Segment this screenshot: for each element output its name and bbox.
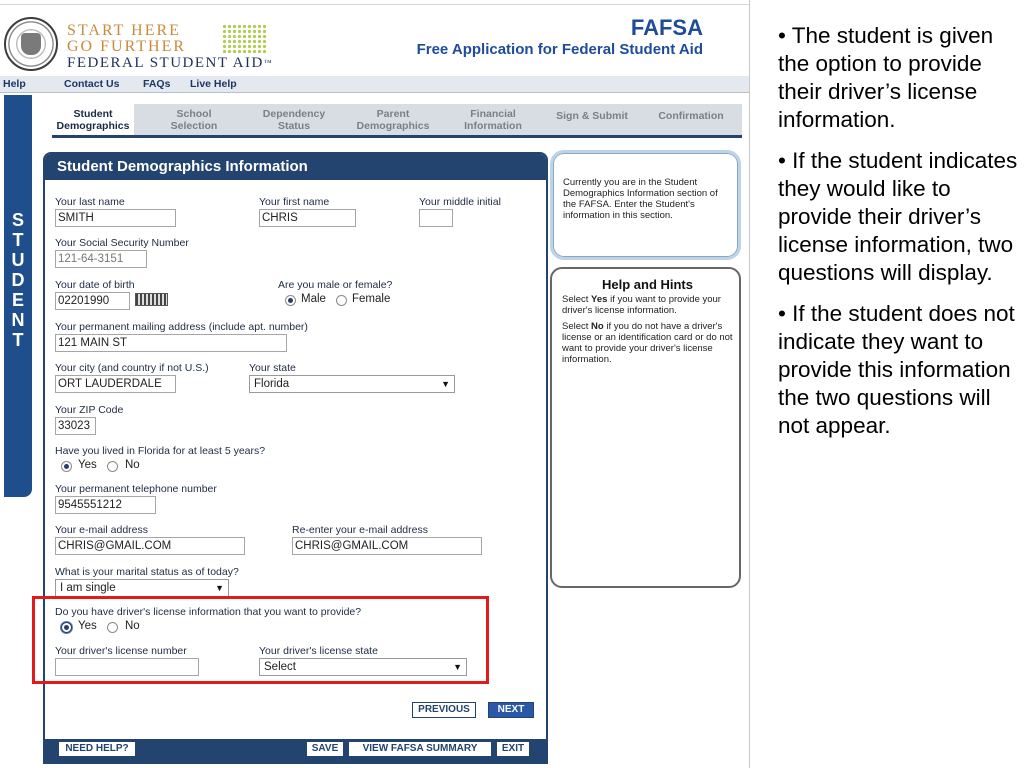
marital-label: What is your marital status as of today? xyxy=(55,566,239,578)
note-item: • If the student does not indicate they want to provide this information the two questions will not appear. xyxy=(778,301,1015,438)
marital-value: I am single xyxy=(60,582,116,594)
ssn-field: 121-64-3151 xyxy=(55,250,147,268)
hint-yes-bold: Yes xyxy=(591,294,608,305)
gender-male-label: Male xyxy=(301,293,326,305)
residency-label: Have you lived in Florida for at least 5 years? xyxy=(55,445,266,457)
last-name-label: Your last name xyxy=(55,196,125,208)
previous-label: PREVIOUS xyxy=(418,704,470,715)
dl-no-label: No xyxy=(125,620,140,632)
brand-line-1: START HERE xyxy=(67,22,181,39)
previous-button[interactable] xyxy=(412,702,476,718)
bottom-toolbar xyxy=(45,739,547,764)
last-name-field[interactable]: SMITH xyxy=(55,209,176,227)
email-confirm-field[interactable]: CHRIS@GMAIL.COM xyxy=(292,537,482,555)
ssn-label: Your Social Security Number xyxy=(55,237,189,249)
chevron-down-icon: ▼ xyxy=(453,662,462,672)
section-info-box xyxy=(550,150,741,260)
menu-help[interactable]: Help xyxy=(3,78,26,90)
help-hints-title: Help and Hints xyxy=(601,277,693,292)
zip-label: Your ZIP Code xyxy=(55,404,124,416)
city-label: Your city (and country if not U.S.) xyxy=(55,362,209,374)
tab-sign-submit[interactable]: Sign & Submit xyxy=(556,110,628,122)
dl-state-value: Select xyxy=(264,661,296,673)
sidebar-letter: T xyxy=(12,330,24,350)
note-item: • If the student indicates they would like to provide their driver’s license information, two questions will display. xyxy=(778,148,1018,285)
marital-select[interactable] xyxy=(55,579,229,597)
dob-field[interactable]: 02201990 xyxy=(55,292,130,310)
hint-yes-pre: Select xyxy=(562,294,592,305)
calendar-icon[interactable] xyxy=(135,293,168,306)
sidebar-label xyxy=(4,210,32,350)
section-tabs xyxy=(52,104,742,138)
menu-faqs[interactable]: FAQs xyxy=(143,78,171,90)
chevron-down-icon: ▼ xyxy=(441,379,450,389)
zip-field[interactable]: 33023 xyxy=(55,417,96,435)
fafsa-title xyxy=(417,15,703,58)
middle-initial-field[interactable] xyxy=(419,209,453,227)
fafsa-full-name: Free Application for Federal Student Aid xyxy=(416,41,703,58)
tab-confirmation[interactable]: Confirmation xyxy=(658,110,724,122)
tab-parent-demographics[interactable]: Parent Demographics xyxy=(356,108,430,132)
sidebar-letter: S xyxy=(11,210,24,230)
state-select[interactable] xyxy=(249,375,455,393)
form-title: Student Demographics Information xyxy=(45,154,546,180)
sidebar-letter: D xyxy=(11,270,25,290)
brand-line-2: GO FURTHER xyxy=(67,38,187,55)
note-item: • The student is given the option to provide their driver’s license information. xyxy=(778,23,994,132)
email-field[interactable]: CHRIS@GMAIL.COM xyxy=(55,537,245,555)
menu-bar xyxy=(0,76,750,93)
department-seal-icon xyxy=(4,17,58,71)
first-name-field[interactable]: CHRIS xyxy=(259,209,356,227)
gender-female-label: Female xyxy=(352,293,391,305)
residency-yes-label: Yes xyxy=(78,459,97,471)
state-label: Your state xyxy=(249,362,296,374)
residency-no-label: No xyxy=(125,459,140,471)
dot-pattern-icon xyxy=(222,24,268,54)
sidebar-letter: T xyxy=(12,230,24,250)
sidebar-letter: E xyxy=(11,290,24,310)
tab-dependency-status[interactable]: Dependency Status xyxy=(262,108,326,132)
view-summary-button[interactable]: VIEW FAFSA SUMMARY xyxy=(349,742,491,756)
sidebar-letter: U xyxy=(11,250,25,270)
hint-yes-post: if you want to provide your driver's license information. xyxy=(562,294,721,316)
state-value: Florida xyxy=(254,378,290,390)
email-label: Your e-mail address xyxy=(55,524,148,536)
brand-name: FEDERAL STUDENT AID xyxy=(67,55,264,71)
dl-number-label: Your driver's license number xyxy=(55,645,187,657)
sidebar-letter: N xyxy=(11,310,25,330)
residency-no-radio[interactable] xyxy=(107,461,118,472)
need-help-button[interactable]: NEED HELP? xyxy=(59,742,135,756)
tab-student-demographics[interactable]: Student Demographics xyxy=(52,104,134,135)
email-confirm-label: Re-enter your e-mail address xyxy=(292,524,428,536)
dl-question-label: Do you have driver's license information that you want to provide? xyxy=(55,606,362,618)
gender-male-radio[interactable] xyxy=(285,295,296,306)
highlight-box xyxy=(32,596,489,684)
middle-initial-label: Your middle initial xyxy=(419,196,501,208)
hint-no-pre: Select xyxy=(562,321,592,332)
exit-button[interactable]: EXIT xyxy=(497,742,529,756)
phone-field[interactable]: 9545551212 xyxy=(55,496,156,514)
hint-no-post: if you do not have a driver's license or an identification card or do not want to provide your driver's license information. xyxy=(562,321,733,365)
residency-yes-radio[interactable] xyxy=(61,461,72,472)
next-label: NEXT xyxy=(497,704,525,715)
save-button[interactable]: SAVE xyxy=(307,742,343,756)
address-label: Your permanent mailing address (include apt. number) xyxy=(55,321,308,333)
city-field[interactable]: ORT LAUDERDALE xyxy=(55,375,176,393)
gender-label: Are you male or female? xyxy=(278,279,393,291)
help-hints-box xyxy=(550,267,741,588)
fafsa-acronym: FAFSA xyxy=(630,15,703,40)
section-sidebar xyxy=(4,95,32,497)
trademark: ™ xyxy=(263,58,274,67)
chevron-down-icon: ▼ xyxy=(215,583,224,593)
phone-label: Your permanent telephone number xyxy=(55,483,217,495)
site-header xyxy=(0,4,750,74)
dob-label: Your date of birth xyxy=(55,279,135,291)
section-info-text: Currently you are in the Student Demographics Information section of the FAFSA. Enter the Student's information in this section. xyxy=(563,177,718,221)
first-name-label: Your first name xyxy=(259,196,330,208)
tab-financial-information[interactable]: Financial Information xyxy=(464,108,522,132)
tab-school-selection[interactable]: School Selection xyxy=(170,108,218,132)
brand-line-3 xyxy=(67,55,273,71)
explanation-notes xyxy=(778,22,1018,453)
dl-yes-label: Yes xyxy=(78,620,97,632)
menu-contact-us[interactable]: Contact Us xyxy=(64,78,120,90)
hint-yes xyxy=(562,294,733,316)
dl-state-label: Your driver's license state xyxy=(259,645,378,657)
address-field[interactable]: 121 MAIN ST xyxy=(55,334,287,352)
gender-female-radio[interactable] xyxy=(336,295,347,306)
hint-no xyxy=(562,321,733,365)
next-button[interactable] xyxy=(488,702,534,718)
menu-live-help[interactable]: Live Help xyxy=(190,78,237,90)
hint-no-bold: No xyxy=(591,321,604,332)
